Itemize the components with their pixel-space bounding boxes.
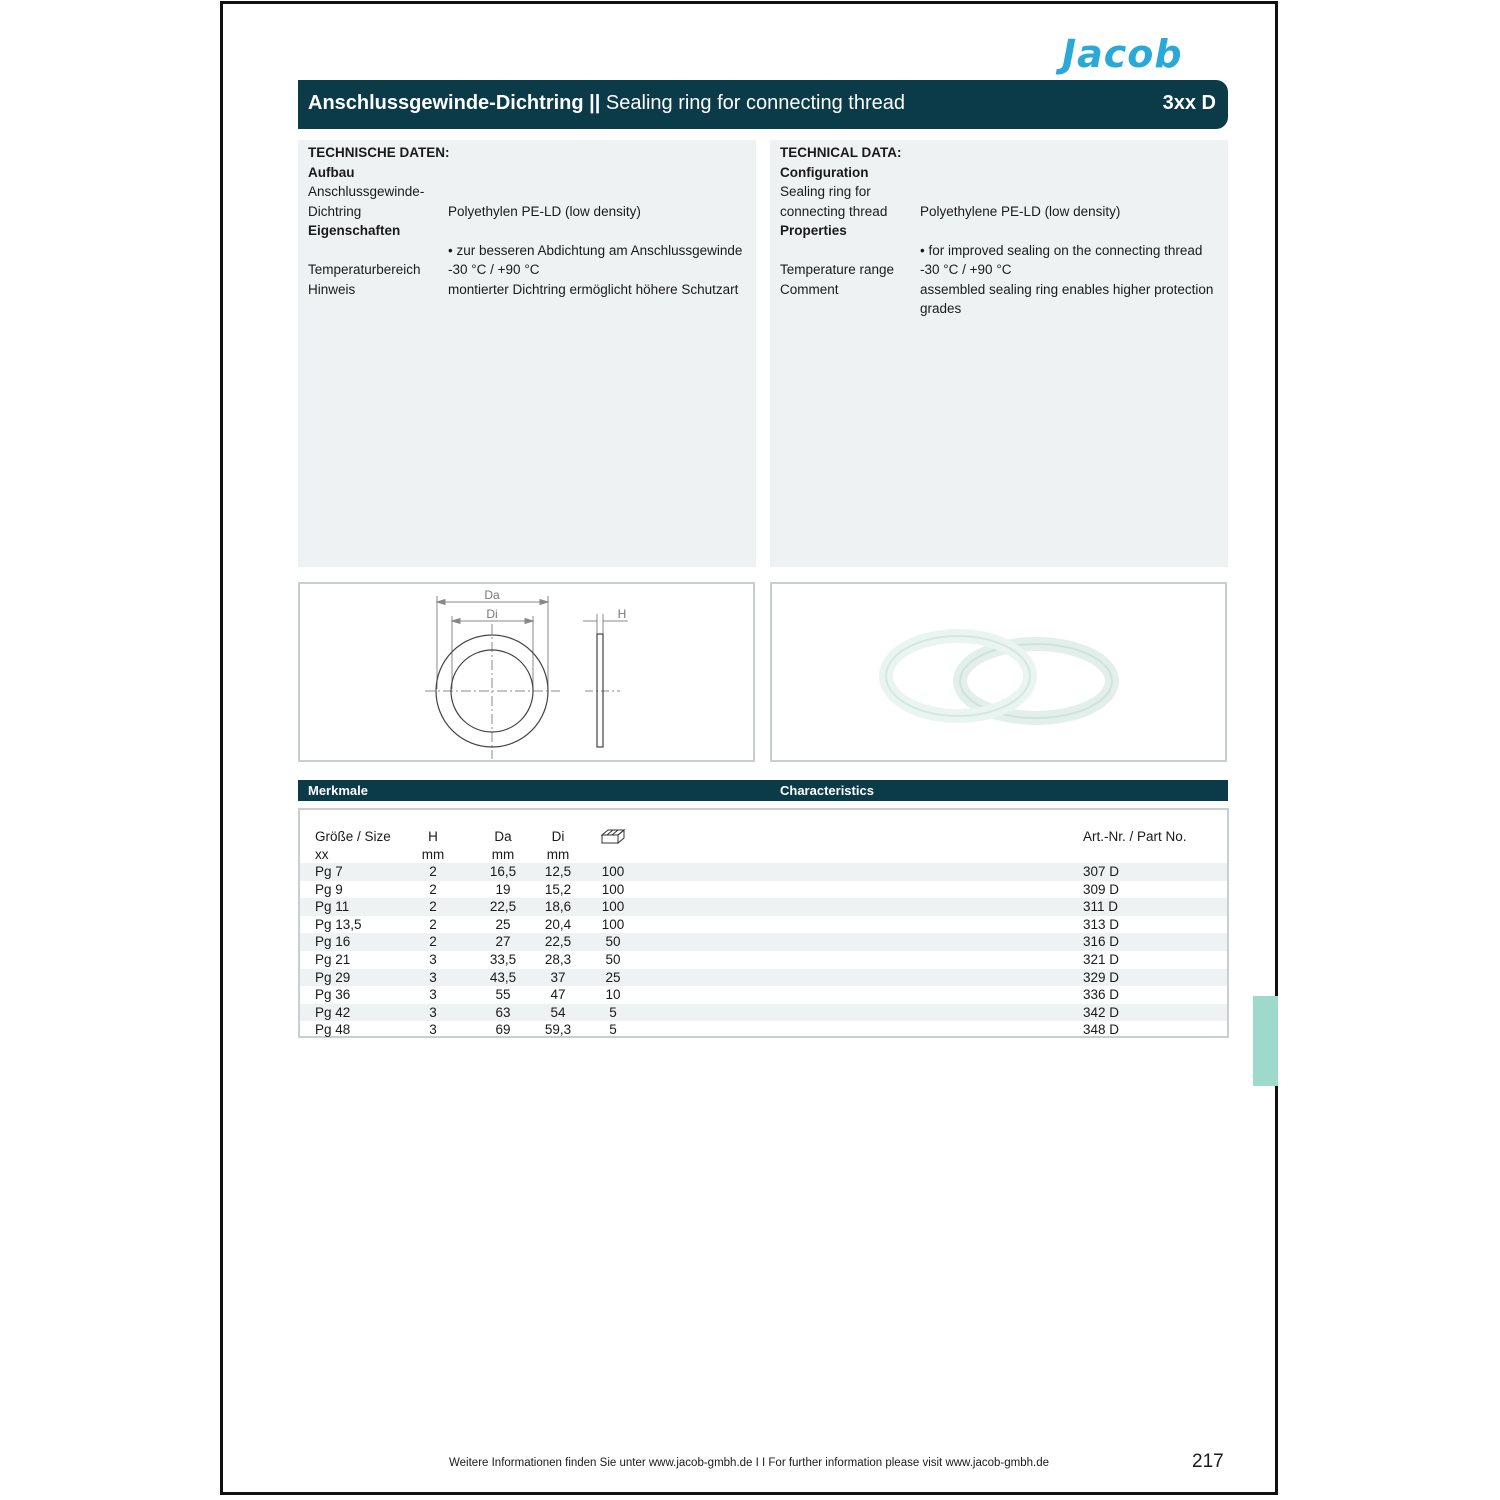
cell-size: Pg 29 — [315, 969, 351, 985]
cell-art: 307 D — [1083, 864, 1120, 879]
cell-pack: 10 — [605, 987, 621, 1003]
title-bar — [298, 80, 1228, 129]
unit-h: mm — [421, 847, 445, 862]
props-bullet-de: • zur besseren Abdichtung am Anschlussgewinde — [448, 242, 743, 258]
material-label-de-1: Anschlussgewinde- — [308, 184, 425, 199]
jacob-logo: Jacob — [1062, 32, 1183, 76]
cell-pack: 5 — [609, 1004, 617, 1020]
cell-di: 18,6 — [544, 899, 572, 915]
col-di: Di — [551, 829, 565, 844]
cell-h: 3 — [429, 969, 437, 985]
dimensions-table — [298, 808, 1229, 1038]
cell-size: Pg 7 — [315, 864, 343, 879]
product-code: 3xx D — [1162, 92, 1216, 114]
material-value-de: Polyethylen PE-LD (low density) — [448, 203, 641, 219]
temp-value-de: -30 °C / +90 °C — [448, 262, 540, 277]
props-bullet-en: • for improved sealing on the connecting thread — [920, 242, 1203, 258]
title-en: Sealing ring for connecting thread — [605, 92, 906, 114]
material-label-en-1: Sealing ring for — [780, 184, 871, 199]
cell-art: 313 D — [1083, 916, 1120, 932]
cell-size: Pg 13,5 — [315, 916, 362, 932]
cell-art: 311 D — [1083, 899, 1119, 915]
table-row — [300, 986, 1227, 1004]
title-de: Anschlussgewinde-Dichtring — [308, 92, 584, 114]
cell-da: 63 — [495, 1004, 511, 1020]
cell-h: 3 — [429, 952, 437, 967]
comment-value-en-1: assembled sealing ring enables higher protection — [920, 281, 1214, 297]
cell-pack: 25 — [605, 969, 621, 985]
material-label-de-2: Dichtring — [308, 203, 362, 219]
chapter-side-tab — [1253, 996, 1278, 1086]
cell-h: 3 — [429, 987, 437, 1003]
package-icon — [590, 828, 636, 846]
characteristics-label: Characteristics — [780, 783, 874, 798]
cell-pack: 50 — [605, 952, 621, 967]
table-row — [300, 933, 1227, 951]
config-heading-de: Aufbau — [308, 164, 355, 180]
cell-art: 329 D — [1083, 969, 1120, 985]
page-title — [308, 92, 905, 115]
table-row — [300, 863, 1227, 881]
cell-pack: 100 — [601, 916, 625, 932]
cell-h: 2 — [429, 881, 437, 897]
cell-di: 59,3 — [544, 1022, 572, 1038]
cell-h: 2 — [429, 916, 437, 932]
label-h: H — [617, 607, 627, 621]
cell-da: 27 — [495, 934, 511, 950]
cell-di: 47 — [550, 987, 566, 1003]
cell-da: 69 — [495, 1022, 511, 1038]
temp-label-en: Temperature range — [780, 262, 895, 277]
cell-di: 15,2 — [544, 881, 572, 897]
comment-value-en-2: grades — [920, 301, 962, 316]
cell-da: 55 — [495, 987, 511, 1003]
table-row — [300, 898, 1227, 916]
technical-data-en — [770, 140, 1228, 567]
cell-da: 33,5 — [489, 952, 517, 967]
cell-art: 336 D — [1083, 987, 1120, 1003]
col-art: Art.-Nr. / Part No. — [1083, 829, 1187, 844]
comment-label-de: Hinweis — [308, 281, 356, 297]
unit-di: mm — [546, 847, 570, 862]
cell-da: 43,5 — [489, 969, 517, 985]
unit-da: mm — [491, 847, 515, 862]
cell-size: Pg 11 — [315, 899, 350, 915]
cell-pack: 100 — [601, 899, 625, 915]
footer-text: Weitere Informationen finden Sie unter www.jacob-gmbh.de I I For further information please visit www.jacob-gmbh.de — [449, 1457, 1049, 1469]
page-number: 217 — [1192, 1451, 1224, 1472]
cell-size: Pg 16 — [315, 934, 351, 950]
cell-di: 37 — [550, 969, 566, 985]
cell-art: 342 D — [1083, 1004, 1120, 1020]
merkmale-label: Merkmale — [308, 783, 368, 798]
cell-pack: 5 — [609, 1022, 617, 1038]
cell-size: Pg 48 — [315, 1022, 351, 1038]
cell-art: 309 D — [1083, 881, 1120, 897]
table-row — [300, 1021, 1227, 1039]
material-value-en: Polyethylene PE-LD (low density) — [920, 203, 1121, 219]
cell-art: 316 D — [1083, 934, 1120, 950]
table-row — [300, 916, 1227, 934]
cell-pack: 100 — [601, 881, 625, 897]
table-row — [300, 951, 1227, 969]
cell-da: 19 — [495, 881, 511, 897]
technical-data-de — [298, 140, 756, 567]
cell-h: 2 — [429, 899, 437, 915]
table-header — [300, 828, 1227, 846]
props-heading-de: Eigenschaften — [308, 223, 401, 238]
cell-di: 12,5 — [544, 864, 572, 879]
cell-da: 22,5 — [489, 899, 517, 915]
col-da: Da — [494, 829, 512, 844]
col-size: Größe / Size — [315, 829, 391, 844]
cell-size: Pg 21 — [315, 952, 351, 967]
comment-value-de: montierter Dichtring ermöglicht höhere Schutzart — [448, 281, 739, 297]
col-h: H — [428, 829, 438, 844]
cell-size: Pg 9 — [315, 881, 343, 897]
cell-di: 54 — [550, 1004, 566, 1020]
cell-di: 22,5 — [544, 934, 572, 950]
table-row — [300, 969, 1227, 987]
tech-heading-de: TECHNISCHE DATEN: — [308, 145, 450, 160]
config-heading-en: Configuration — [780, 164, 869, 180]
product-photo — [770, 582, 1227, 762]
cell-di: 20,4 — [544, 916, 572, 932]
cell-art: 348 D — [1083, 1022, 1120, 1038]
cell-pack: 100 — [601, 864, 625, 879]
label-da: Da — [484, 588, 500, 602]
label-di: Di — [486, 607, 498, 621]
cell-h: 2 — [429, 864, 437, 879]
cell-pack: 50 — [605, 934, 621, 950]
product-photo-svg — [772, 584, 1229, 764]
table-row — [300, 1004, 1227, 1022]
cell-h: 3 — [429, 1004, 437, 1020]
cell-art: 321 D — [1083, 952, 1120, 967]
cell-size: Pg 36 — [315, 987, 351, 1003]
cell-da: 16,5 — [489, 864, 517, 879]
temp-value-en: -30 °C / +90 °C — [920, 262, 1012, 277]
title-separator: || — [589, 92, 601, 114]
drawing-svg — [300, 584, 757, 764]
tech-heading-en: TECHNICAL DATA: — [780, 145, 902, 160]
cell-da: 25 — [495, 916, 511, 932]
technical-drawing — [298, 582, 755, 762]
temp-label-de: Temperaturbereich — [308, 262, 421, 277]
props-heading-en: Properties — [780, 223, 847, 238]
cell-h: 2 — [429, 934, 437, 950]
characteristics-bar — [298, 780, 1228, 801]
unit-size: xx — [315, 847, 329, 862]
cell-size: Pg 42 — [315, 1004, 351, 1020]
comment-label-en: Comment — [780, 281, 839, 297]
cell-di: 28,3 — [544, 952, 572, 967]
cell-h: 3 — [429, 1022, 437, 1038]
table-row — [300, 881, 1227, 899]
table-units — [300, 846, 1227, 864]
material-label-en-2: connecting thread — [780, 203, 888, 219]
